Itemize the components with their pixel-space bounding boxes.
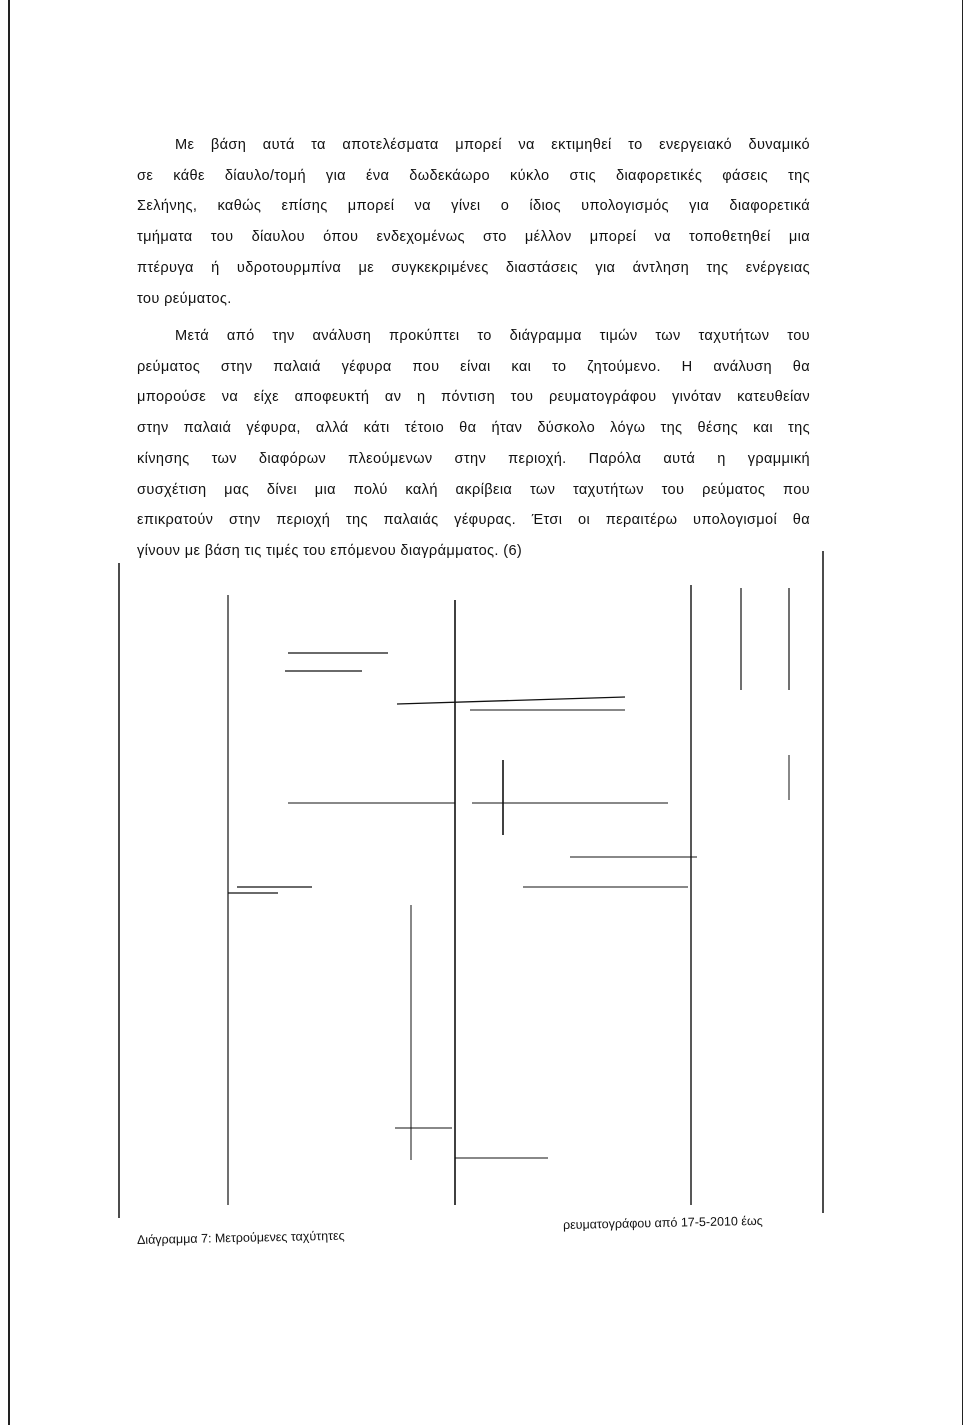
paragraph-line: πτέρυγα ή υδροτουρμπίνα με συγκεκριμένες διαστάσεις για άντληση της ενέργειας (137, 259, 810, 276)
paragraph-line: τμήματα του δίαυλου όπου ενδεχομένως στο μέλλον μπορεί να τοποθετηθεί μια (137, 229, 810, 246)
plot-line (397, 697, 625, 704)
paragraph-line: μπορούσε να είχε αποφευκτή αν η πόντιση του ρευματογράφου γινόταν κατευθείαν (137, 389, 810, 406)
paragraph-line: του ρεύματος. (137, 290, 232, 307)
figure-caption-continued: ρευματογράφου από 17-5-2010 έως (562, 1213, 763, 1232)
paragraph-line: γίνουν με βάση τις τιμές του επόμενου διαγράμματος. (6) (137, 542, 523, 559)
paragraph-line: στην παλαιά γέφυρα, αλλά κάτι τέτοιο θα ήταν δύσκολο λόγω της θέσης και της (137, 420, 810, 437)
paragraph-line: επικρατούν στην περιοχή της παλαιάς γέφυρας. Έτσι οι περαιτέρω υπολογισμοί θα (137, 512, 810, 529)
figure-caption: Διάγραμμα 7: Μετρούμενες ταχύτητες (136, 1228, 345, 1247)
paragraph-line: συσχέτιση μας δίνει μια πολύ καλή ακρίβεια των ταχυτήτων του ρεύματος που (137, 481, 810, 498)
paragraph-line: σε κάθε δίαυλο/τομή για ένα δωδεκάωρο κύκλο στις διαφορετικές φάσεις της (137, 167, 810, 184)
paragraph-line: Σελήνης, καθώς επίσης μπορεί να γίνει ο ίδιος υπολογισμός για διαφορετικά (137, 198, 810, 215)
paragraph-line: Μετά από την ανάλυση προκύπτει το διάγραμμα τιμών των ταχυτήτων του (175, 328, 810, 344)
paragraph-line: κίνησης των διαφόρων πλεούμενων στην περιοχή. Παρόλα αυτά η γραμμική (137, 450, 810, 467)
paragraph-line: Με βάση αυτά τα αποτελέσματα μπορεί να εκτιμηθεί το ενεργειακό δυναμικό (175, 137, 810, 153)
paragraph-line: ρεύματος στην παλαιά γέφυρα που είναι και το ζητούμενο. Η ανάλυση θα (137, 358, 810, 375)
